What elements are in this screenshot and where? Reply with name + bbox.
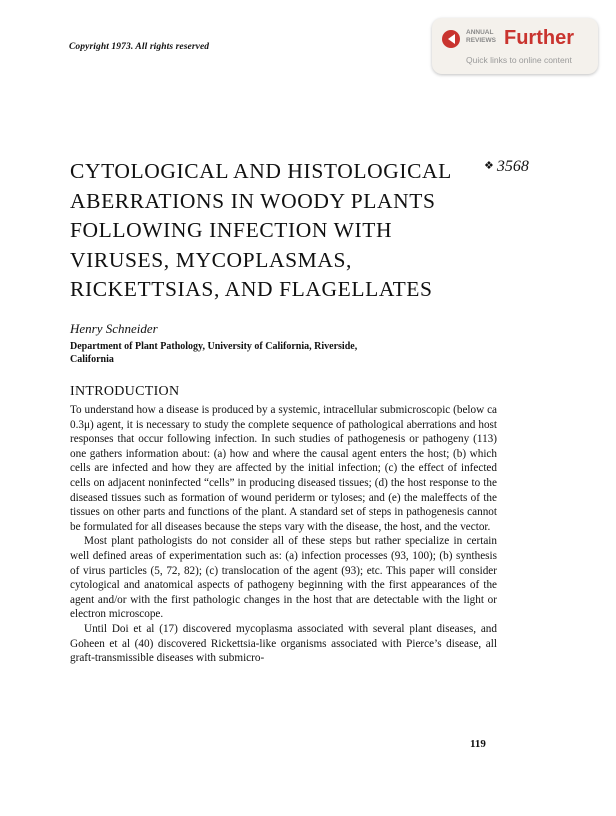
annual-reviews-wordmark: ANNUAL REVIEWS [466, 29, 496, 44]
title-line: VIRUSES, MYCOPLASMAS, [70, 247, 353, 272]
author-name: Henry Schneider [70, 321, 158, 336]
body-paragraph: Most plant pathologists do not consider all of these steps but rather specialize in certain well defined areas of experimentation such as: (a) infection processes (93, 100); (b) synthesis of virus particles (5, 72, 82); (c) translocation of the agent (93); etc. This paper will consider cytological and anatomical aspects of pathogeny beginning with the first appearances of the agent and/or with the first pathologic changes in the host that are detectable with the light or electron microscope. [70, 535, 497, 621]
copyright-notice: Copyright 1973. All rights reserved [69, 42, 210, 52]
section-heading: INTRODUCTION [70, 384, 180, 399]
affiliation-line: California [70, 354, 114, 365]
affiliation-line: Department of Plant Pathology, University of California, Riverside, [70, 341, 358, 352]
article-body [70, 403, 497, 666]
article-title [70, 157, 480, 305]
author-affiliation [70, 340, 470, 366]
title-line: CYTOLOGICAL AND HISTOLOGICAL [70, 159, 452, 183]
title-line: RICKETTSIAS, AND FLAGELLATES [70, 277, 433, 301]
title-line: FOLLOWING INFECTION WITH [70, 218, 393, 242]
body-paragraph: Until Doi et al (17) discovered mycoplasma associated with several plant diseases, and Goheen et al (40) discovered Rickettsia-like organisms associated with Pierce’s disease, all graft-transmissible diseases with submicro- [70, 622, 497, 665]
article-code [484, 158, 529, 176]
body-paragraph: To understand how a disease is produced by a systemic, intracellular submicroscopic (below ca 0.3μ) agent, it is necessary to study the complete sequence of pathological aberrations and host responses that occur following infection. In such studies of pathogenesis or pathogeny (113) one gathers information about: (a) how and where the causal agent enters the host; (b) which cells are infected and how they are affected by the initial infection; (c) the effect of infected cells on adjacent noninfected “cells” in producing diseased tissues; (d) the host response to the diseased tissues such as formation of wound periderm or tyloses; and (e) the maleffects of the tissues on other parts and functions of the plant. A standard set of steps in pathogenesis cannot be formulated for all diseases because the steps vary with the disease, the host, and the vector. [70, 404, 497, 533]
annual-reviews-logo-icon [442, 30, 460, 48]
article-code-number: 3568 [496, 158, 529, 175]
further-label: Further [504, 27, 574, 49]
quick-links-text: Quick links to online content [466, 55, 572, 65]
page-number: 119 [470, 738, 486, 750]
further-links-badge[interactable] [432, 18, 598, 74]
title-line: ABERRATIONS IN WOODY PLANTS [70, 188, 436, 213]
diamond-marker-icon: ❖ [484, 160, 494, 172]
